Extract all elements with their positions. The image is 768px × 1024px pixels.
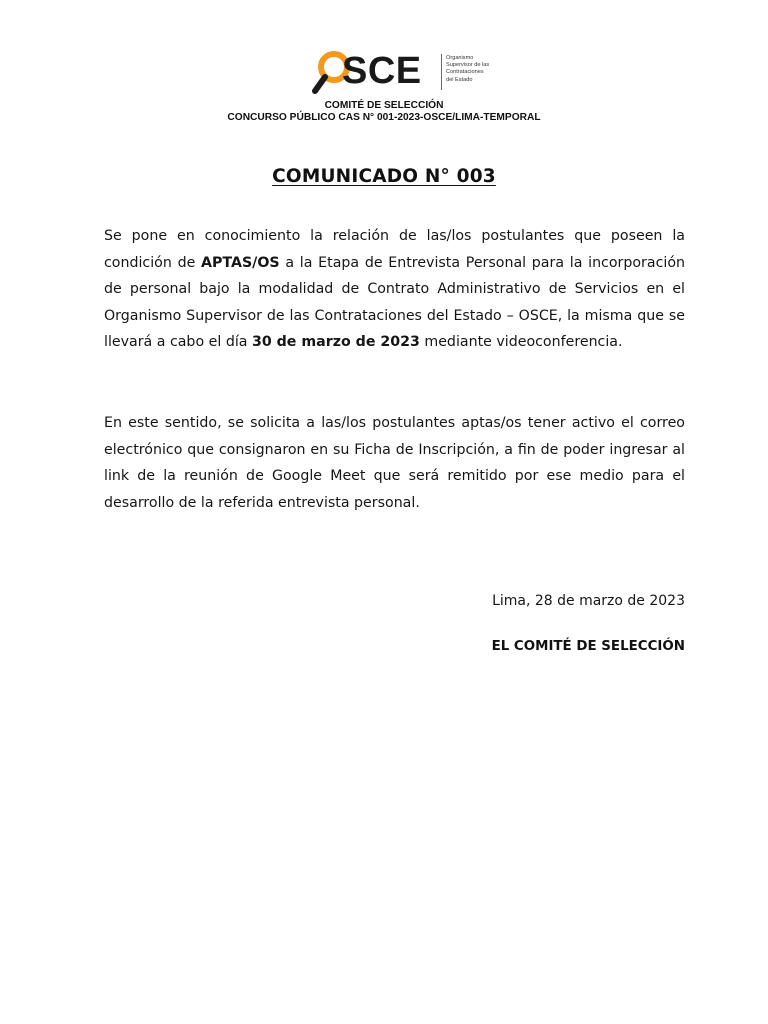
logo-wordmark-text: SCE <box>342 50 422 92</box>
paragraph-text: Se pone en conocimiento la relación de las/los postulantes que poseen la condición de <box>104 228 685 271</box>
body-paragraph-2: En este sentido, se solicita a las/los postulantes aptas/os tener activo el correo electrónico que consignaron en su Ficha de Inscripción, a fin de poder ingresar al link de la reunión de Google Meet que será remitido por ese medio para el desarrollo de la referida entrevista personal. <box>104 415 685 511</box>
osce-logo <box>300 46 496 98</box>
body-paragraph-1 <box>104 223 685 356</box>
document-title: COMUNICADO N° 003 <box>272 166 496 187</box>
bold-term-aptas: APTAS/OS <box>201 254 280 271</box>
paragraph-text: a la Etapa de Entrevista Personal para la incorporación de personal bajo la modalidad de Contrato Administrativo de Servicios en el Organismo Supervisor de las Contrataciones del Estado – OSCE, la misma que se llevará a cabo el día <box>104 254 685 351</box>
committee-heading: COMITÉ DE SELECCIÓN <box>324 100 444 111</box>
signature-line: EL COMITÉ DE SELECCIÓN <box>491 639 685 654</box>
logo-wordmark <box>332 52 422 90</box>
logo-subtitle-line: Supervisor de las <box>446 62 490 69</box>
logo-subtitle <box>446 55 496 84</box>
date-line: Lima, 28 de marzo de 2023 <box>492 593 685 609</box>
bold-interview-date: 30 de marzo de 2023 <box>251 334 420 351</box>
logo-subtitle-line: Organismo <box>446 55 474 61</box>
logo-subtitle-line: Contrataciones <box>446 69 484 76</box>
contest-heading: CONCURSO PÚBLICO CAS N° 001-2023-OSCE/LIMA-TEMPORAL <box>227 112 541 123</box>
logo-divider <box>441 54 442 90</box>
paragraph-text: mediante videoconferencia. <box>419 334 623 351</box>
logo-subtitle-line: del Estado <box>446 76 473 83</box>
